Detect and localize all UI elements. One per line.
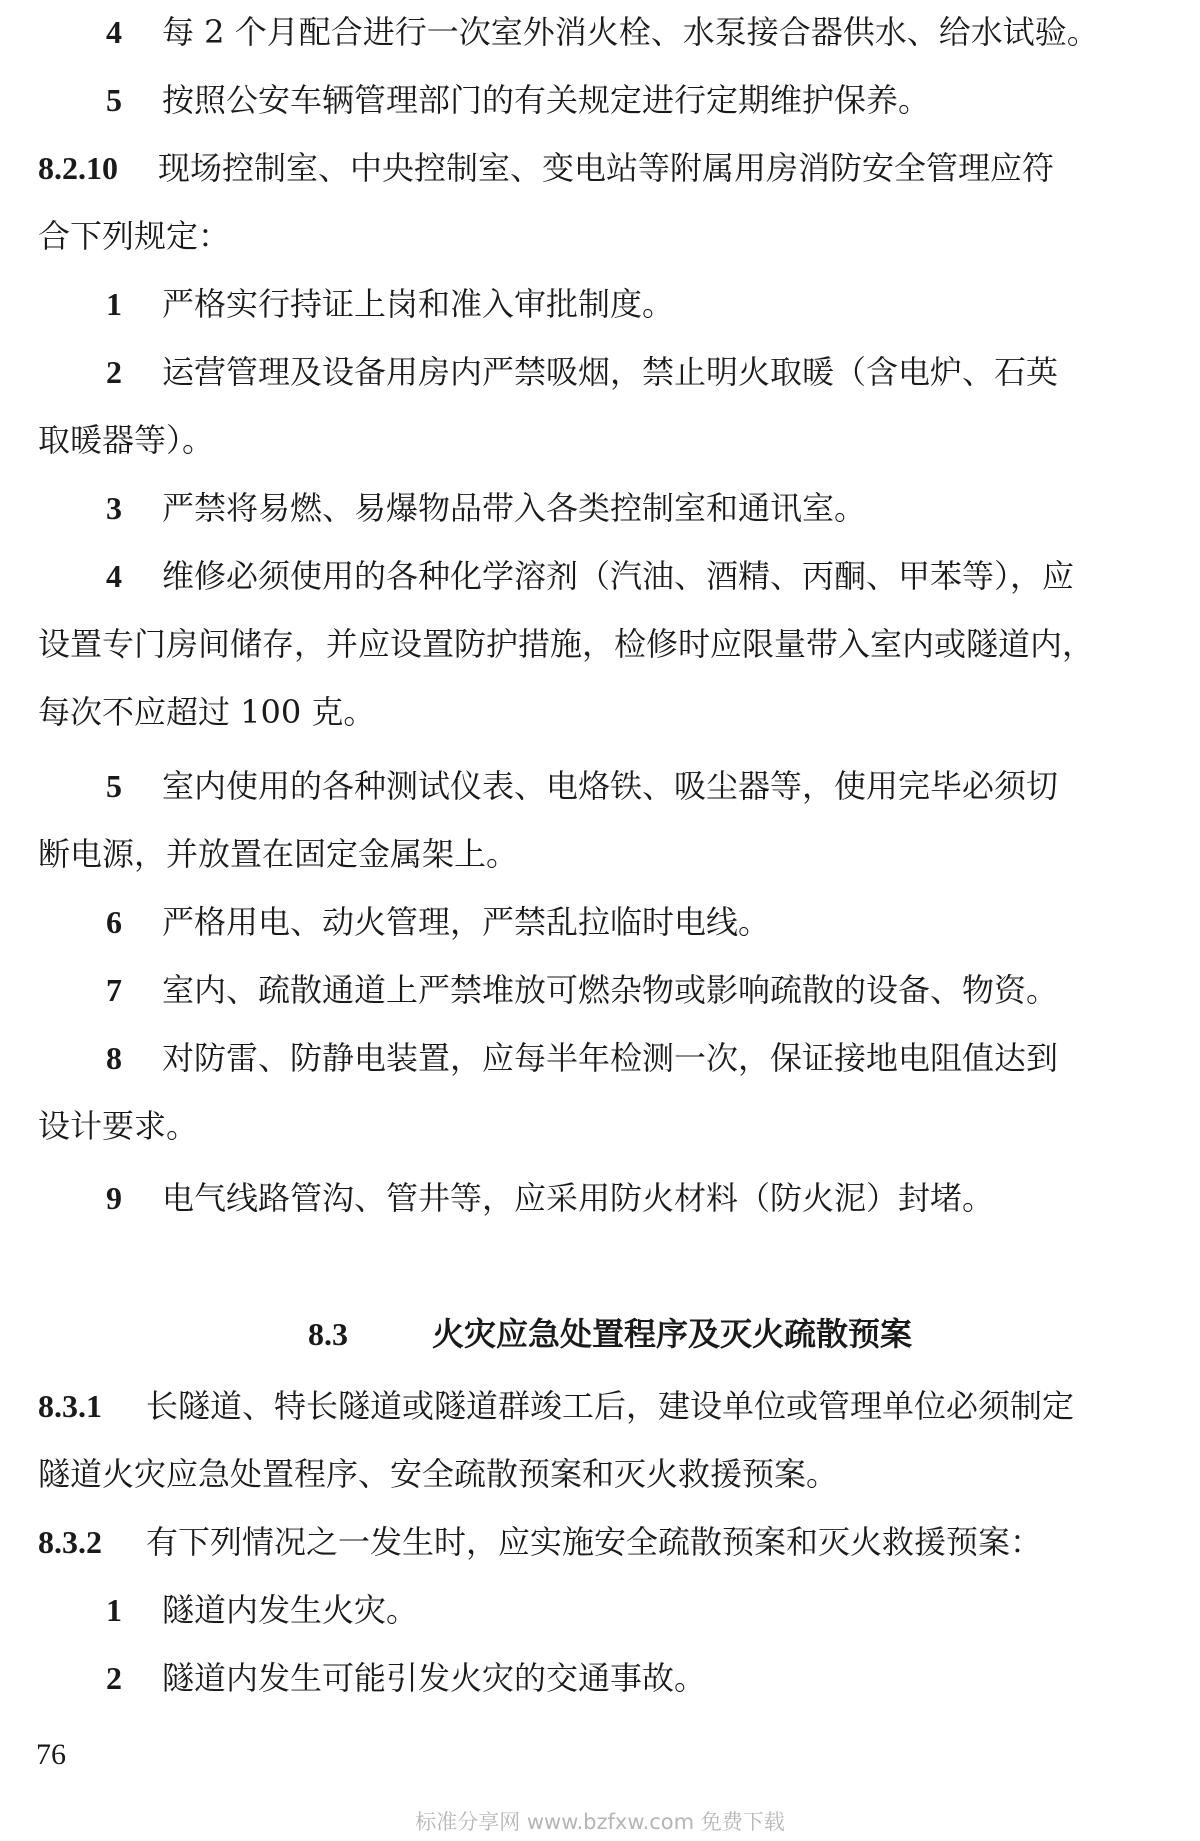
item-number: 2 <box>106 354 122 390</box>
item-text: 断电源，并放置在固定金属架上。 <box>38 835 519 873</box>
item-number: 9 <box>106 1180 122 1216</box>
item-text: 按照公安车辆管理部门的有关规定进行定期维护保养。 <box>162 81 931 119</box>
clause-text: 现场控制室、中央控制室、变电站等附属用房消防安全管理应符 <box>158 149 1055 187</box>
page-number: 76 <box>36 1738 66 1771</box>
item-number: 1 <box>106 286 122 322</box>
item-number: 6 <box>106 904 122 940</box>
item-number: 5 <box>106 82 122 118</box>
clause-text: 长隧道、特长隧道或隧道群竣工后，建设单位或管理单位必须制定 <box>146 1387 1075 1425</box>
item-number: 3 <box>106 490 122 526</box>
item-text: 设计要求。 <box>38 1107 199 1145</box>
item-text: 设置专门房间储存，并应设置防护措施，检修时应限量带入室内或隧道内， <box>38 625 1095 663</box>
item-text: 严禁将易燃、易爆物品带入各类控制室和通讯室。 <box>162 489 867 527</box>
clause-text: 隧道火灾应急处置程序、安全疏散预案和灭火救援预案。 <box>38 1455 839 1493</box>
item-text: 运营管理及设备用房内严禁吸烟，禁止明火取暖（含电炉、石英 <box>162 353 1059 391</box>
section-number: 8.3 <box>308 1316 348 1352</box>
item-number: 2 <box>106 1660 122 1696</box>
item-text: 维修必须使用的各种化学溶剂（汽油、酒精、丙酮、甲苯等），应 <box>162 557 1075 595</box>
item-text: 取暖器等）。 <box>38 421 215 459</box>
item-number: 4 <box>106 558 122 594</box>
item-text: 严格实行持证上岗和准入审批制度。 <box>162 285 675 323</box>
item-text: 隧道内发生可能引发火灾的交通事故。 <box>162 1659 707 1697</box>
item-text: 电气线路管沟、管井等，应采用防火材料（防火泥）封堵。 <box>162 1179 995 1217</box>
item-text: 室内使用的各种测试仪表、电烙铁、吸尘器等，使用完毕必须切 <box>162 767 1059 805</box>
item-text: 隧道内发生火灾。 <box>162 1591 419 1629</box>
item-number: 8 <box>106 1040 122 1076</box>
clause-text: 有下列情况之一发生时，应实施安全疏散预案和灭火救援预案： <box>146 1523 1043 1561</box>
item-text: 室内、疏散通道上严禁堆放可燃杂物或影响疏散的设备、物资。 <box>162 971 1059 1009</box>
item-number: 5 <box>106 768 122 804</box>
item-text: 对防雷、防静电装置，应每半年检测一次，保证接地电阻值达到 <box>162 1039 1059 1077</box>
item-number: 7 <box>106 972 122 1008</box>
clause-text: 合下列规定： <box>38 217 231 255</box>
item-text: 严格用电、动火管理，严禁乱拉临时电线。 <box>162 903 771 941</box>
section-title: 火灾应急处置程序及灭火疏散预案 <box>432 1315 913 1353</box>
item-text: 每次不应超过 100 克。 <box>38 693 376 731</box>
clause-number: 8.3.1 <box>38 1388 102 1424</box>
clause-number: 8.2.10 <box>38 150 118 186</box>
item-number: 1 <box>106 1592 122 1628</box>
item-text: 每 2 个月配合进行一次室外消火栓、水泵接合器供水、给水试验。 <box>162 13 1099 51</box>
watermark-text: 标准分享网 www.bzfxw.com 免费下载 <box>415 1810 785 1834</box>
item-number: 4 <box>106 14 122 50</box>
clause-number: 8.3.2 <box>38 1524 102 1560</box>
